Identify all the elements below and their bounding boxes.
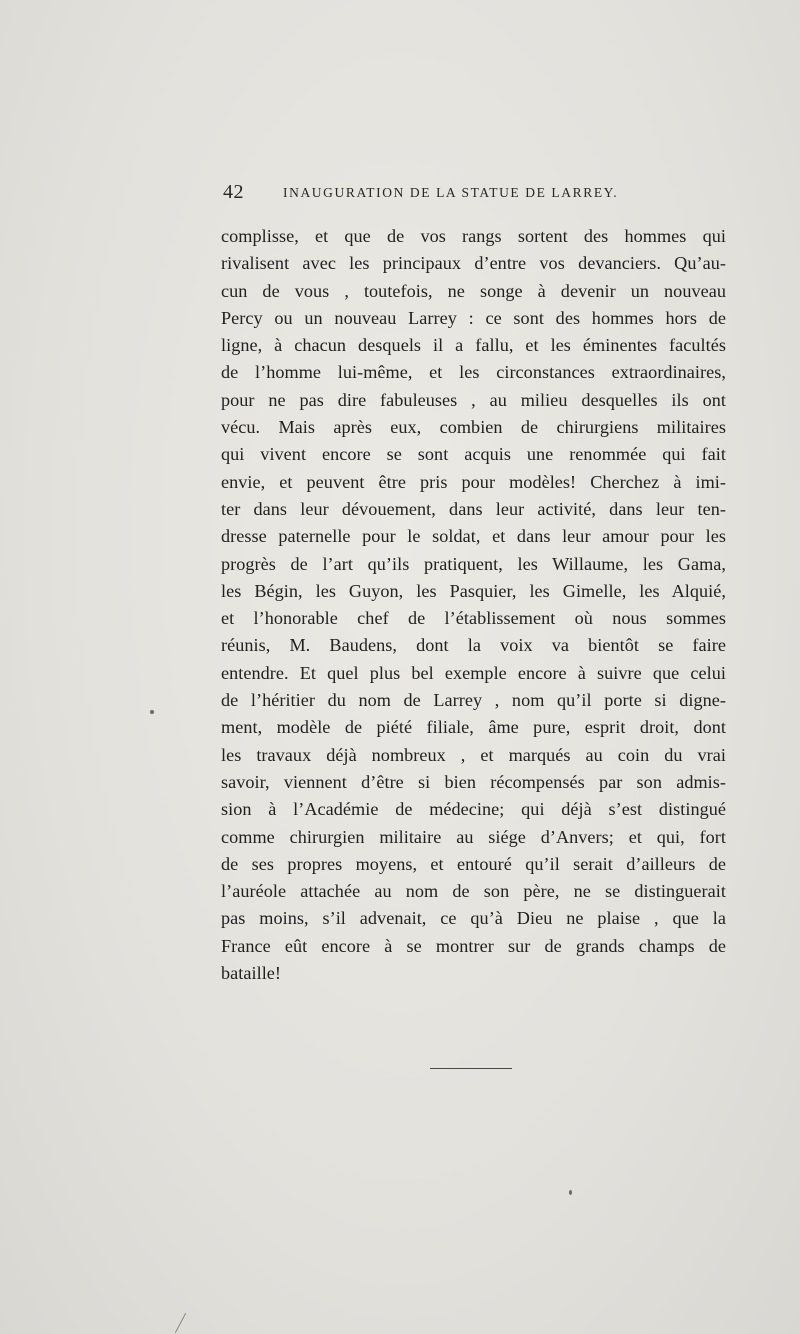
text-line: sion à l’Académie de médecine; qui déjà s’est distingué [221,799,726,820]
text-line: complisse, et que de vos rangs sortent des hommes qui [221,226,726,246]
paper-speck [150,710,154,714]
text-line: les Bégin, les Guyon, les Pasquier, les Gimelle, les Alquié, [221,580,726,601]
section-divider [430,1068,512,1069]
text-line: réunis, M. Baudens, dont la voix va bientôt se faire [221,635,726,656]
page-number: 42 [223,181,244,203]
body-text [221,223,726,987]
paper-speck [569,1190,572,1195]
text-line: Percy ou un nouveau Larrey : ce sont des hommes hors de [221,307,726,328]
text-line: de ses propres moyens, et entouré qu’il serait d’ailleurs de [221,853,726,874]
text-line: l’auréole attachée au nom de son père, ne se distinguerait [221,881,726,902]
text-line: rivalisent avec les principaux d’entre vos devanciers. Qu’au- [221,253,726,274]
text-line: pour ne pas dire fabuleuses , au milieu desquelles ils ont [221,389,726,410]
text-line: ter dans leur dévouement, dans leur activité, dans leur ten- [221,498,726,519]
text-line: vécu. Mais après eux, combien de chirurgiens militaires [221,417,726,438]
text-line: pas moins, s’il advenait, ce qu’à Dieu ne plaise , que la [221,908,726,929]
text-line: et l’honorable chef de l’établissement où nous sommes [221,608,726,629]
text-line: dresse paternelle pour le soldat, et dans leur amour pour les [221,526,726,547]
running-title: INAUGURATION DE LA STATUE DE LARREY. [283,185,619,200]
text-line: entendre. Et quel plus bel exemple encore à suivre que celui [221,662,726,683]
text-line: les travaux déjà nombreux , et marqués au coin du vrai [221,744,726,765]
text-line: progrès de l’art qu’ils pratiquent, les Willaume, les Gama, [221,553,726,574]
text-line: France eût encore à se montrer sur de grands champs de [221,935,726,956]
text-line: comme chirurgien militaire au siége d’Anvers; et qui, fort [221,826,726,847]
text-line: cun de vous , toutefois, ne songe à devenir un nouveau [221,280,726,301]
paper-scratch [175,1313,186,1333]
text-line: envie, et peuvent être pris pour modèles! Cherchez à imi- [221,471,726,492]
text-line: de l’homme lui-même, et les circonstances extraordinaires, [221,362,726,383]
text-line: de l’héritier du nom de Larrey , nom qu’il porte si digne- [221,690,726,711]
text-line: savoir, viennent d’être si bien récompensés par son admis- [221,771,726,792]
text-line: bataille! [221,963,282,984]
text-line: qui vivent encore se sont acquis une renommée qui fait [221,444,726,465]
text-line: ment, modèle de piété filiale, âme pure, esprit droit, dont [221,717,726,738]
text-line: ligne, à chacun desquels il a fallu, et les éminentes facultés [221,335,726,356]
running-head [223,183,723,207]
